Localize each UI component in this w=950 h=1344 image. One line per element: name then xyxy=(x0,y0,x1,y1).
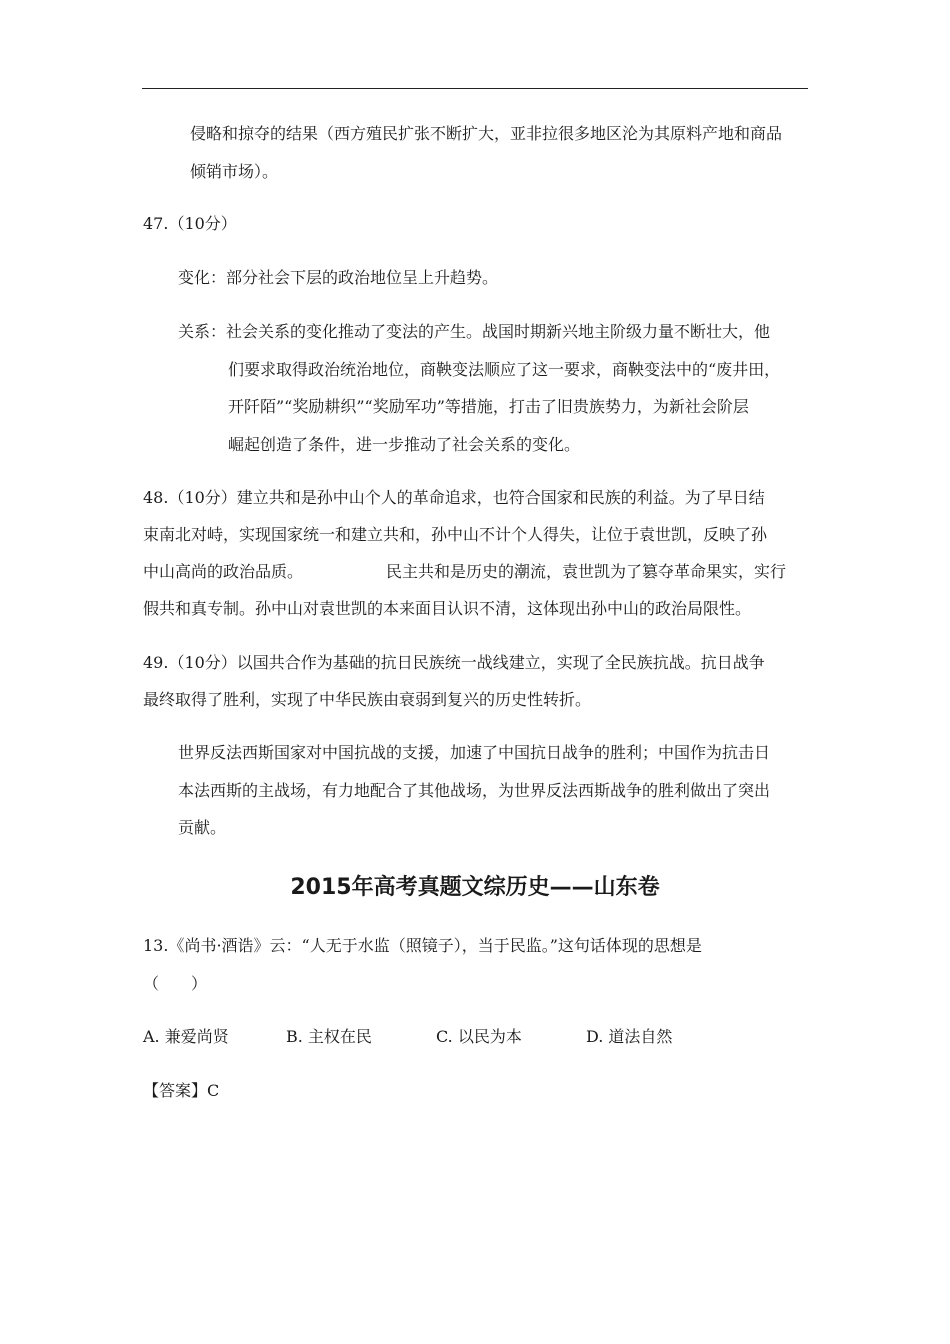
q48-line-1: 48.（10分）建立共和是孙中山个人的革命追求，也符合国家和民族的利益。为了早日结 xyxy=(143,488,765,507)
section-title: 2015年高考真题文综历史——山东卷 xyxy=(290,875,660,900)
q46-text-line-1: 侵略和掠夺的结果（西方殖民扩张不断扩大，亚非拉很多地区沦为其原料产地和商品 xyxy=(190,124,783,143)
q13-option-b: B. 主权在民 xyxy=(286,1027,372,1046)
q47-change: 变化：部分社会下层的政治地位呈上升趋势。 xyxy=(178,268,499,287)
q49-line-3: 世界反法西斯国家对中国抗战的支援，加速了中国抗日战争的胜利；中国作为抗击日 xyxy=(178,743,771,762)
q13-answer: 【答案】C xyxy=(143,1081,220,1100)
q13-stem: 13.《尚书·酒诰》云：“人无于水监（照镜子），当于民监。”这句话体现的思想是 xyxy=(143,936,702,955)
q49-line-1: 49.（10分）以国共合作为基础的抗日民族统一战线建立，实现了全民族抗战。抗日战争 xyxy=(143,653,765,672)
q48-line-3b: 民主共和是历史的潮流，袁世凯为了篡夺革命果实，实行 xyxy=(386,562,787,581)
q47-header: 47.（10分） xyxy=(143,214,237,233)
q13-option-a: A. 兼爱尚贤 xyxy=(143,1027,229,1046)
header-rule xyxy=(142,88,808,89)
q47-relation-line-4: 崛起创造了条件，进一步推动了社会关系的变化。 xyxy=(228,435,581,454)
q46-text-line-2: 倾销市场）。 xyxy=(190,162,279,181)
q48-line-4: 假共和真专制。孙中山对袁世凯的本来面目认识不清，这体现出孙中山的政治局限性。 xyxy=(143,599,752,618)
q47-relation-line-3: 开阡陌”“奖励耕织”“奖励军功”等措施，打击了旧贵族势力，为新社会阶层 xyxy=(228,397,749,416)
q49-line-4: 本法西斯的主战场，有力地配合了其他战场，为世界反法西斯战争的胜利做出了突出 xyxy=(178,781,771,800)
q47-relation-line-2: 们要求取得政治统治地位，商鞅变法顺应了这一要求，商鞅变法中的“废井田， xyxy=(228,360,781,379)
q13-blank: （ ） xyxy=(143,974,208,993)
q48-line-2: 束南北对峙，实现国家统一和建立共和，孙中山不计个人得失，让位于袁世凯，反映了孙 xyxy=(143,525,768,544)
q13-option-c: C. 以民为本 xyxy=(436,1027,522,1046)
q47-relation-line-1: 关系：社会关系的变化推动了变法的产生。战国时期新兴地主阶级力量不断壮大，他 xyxy=(178,322,771,341)
q49-line-2: 最终取得了胜利，实现了中华民族由衰弱到复兴的历史性转折。 xyxy=(143,690,592,709)
q13-option-d: D. 道法自然 xyxy=(586,1027,673,1046)
q49-line-5: 贡献。 xyxy=(178,818,227,837)
q48-line-3a: 中山高尚的政治品质。 xyxy=(143,562,304,581)
